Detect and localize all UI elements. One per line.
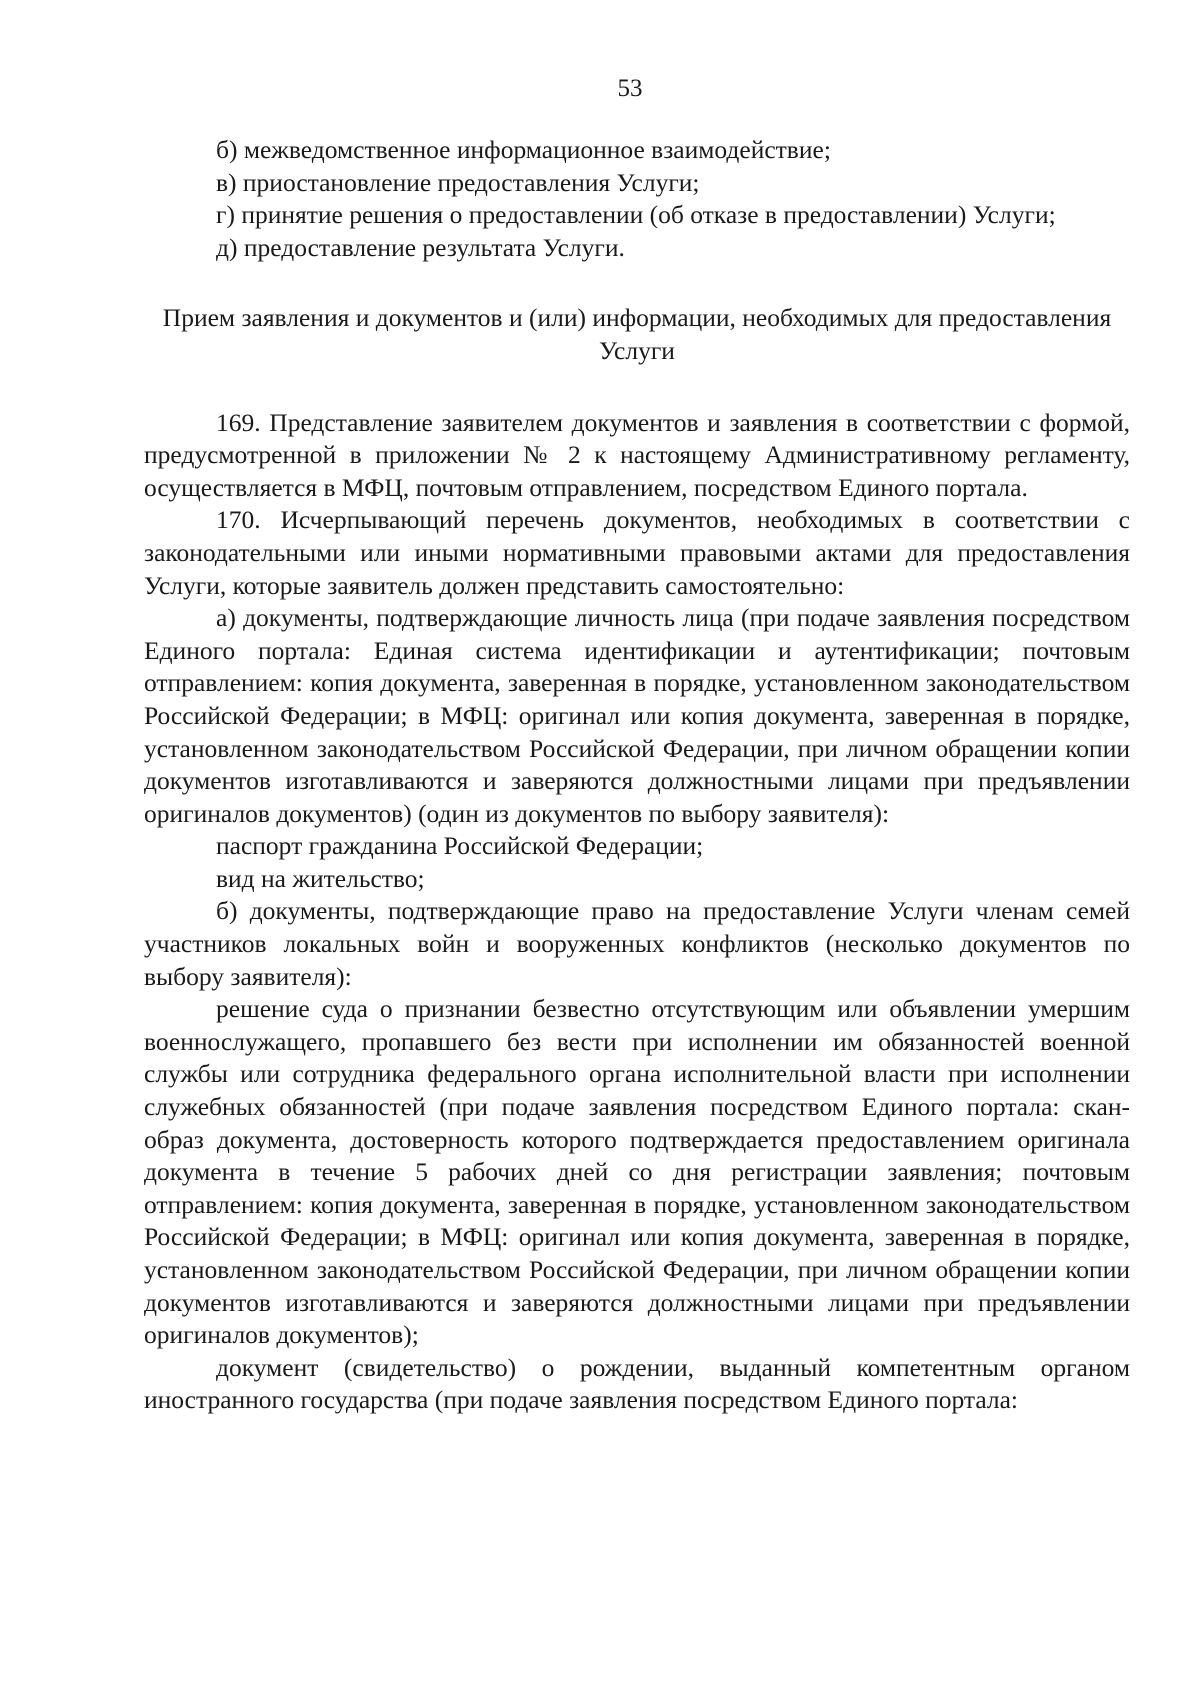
document-passport: паспорт гражданина Российской Федерации; — [216, 831, 704, 861]
subitem-a: а) документы, подтверждающие личность лица (при подаче заявления посредством Единого портала: Единая система идентификации и аутентификации; почтовым отправлением: копия документа, заверенная в порядке, установленном законодательством Российской Федерации; в МФЦ: оригинал или копия документа, заверенная в порядке, установленном законодательством Российской Федерации, при личном обращении копии документов изготавливаются и заверяются должностными лицами при предъявлении оригиналов документов) (один из документов по выбору заявителя): — [144, 603, 1130, 828]
section-heading: Прием заявления и документов и (или) информации, необходимых для предоставления Услуги — [162, 303, 1112, 365]
document-court-decision: решение суда о признании безвестно отсутствующим или объявлении умершим военнослужащего, пропавшего без вести при исполнении им обязанностей военной службы или сотрудника федерального органа исполнительной власти при исполнении служебных обязанностей (при подаче заявления посредством Единого портала: скан-образ документа, достоверность которого подтверждается предоставлением оригинала документа в течение 5 рабочих дней со дня регистрации заявления; почтовым отправлением: копия документа, заверенная в порядке, установленном законодательством Российской Федерации; в МФЦ: оригинал или копия документа, заверенная в порядке, установленном законодательством Российской Федерации, при личном обращении копии документов изготавливаются и заверяются должностными лицами при предъявлении оригиналов документов); — [144, 994, 1130, 1350]
document-body — [144, 134, 1130, 1417]
document-birth-certificate: документ (свидетельство) о рождении, выданный компетентным органом иностранного государства (при подаче заявления посредством Единого портала: — [144, 1352, 1130, 1415]
subitem-b: б) документы, подтверждающие право на предоставление Услуги членам семей участников локальных войн и вооруженных конфликтов (несколько документов по выбору заявителя): — [144, 896, 1130, 991]
list-item-d: д) предоставление результата Услуги. — [216, 232, 625, 262]
paragraph-170: 170. Исчерпывающий перечень документов, необходимых в соответствии с законодательными или иными нормативными правовыми актами для предоставления Услуги, которые заявитель должен представить самостоятельно: — [144, 505, 1130, 600]
list-item-b: б) межведомственное информационное взаимодействие; — [216, 135, 831, 164]
document-residence-permit: вид на жительство; — [216, 863, 425, 893]
list-item-v: в) приостановление предоставления Услуги; — [216, 167, 700, 197]
list-item-g: г) принятие решения о предоставлении (об отказе в предоставлении) Услуги; — [216, 200, 1056, 230]
paragraph-169: 169. Представление заявителем документов и заявления в соответствии с формой, предусмотренной в приложении № 2 к настоящему Административному регламенту, осуществляется в МФЦ, почтовым отправлением, посредством Единого портала. — [144, 407, 1130, 502]
page-number: 53 — [617, 75, 643, 102]
